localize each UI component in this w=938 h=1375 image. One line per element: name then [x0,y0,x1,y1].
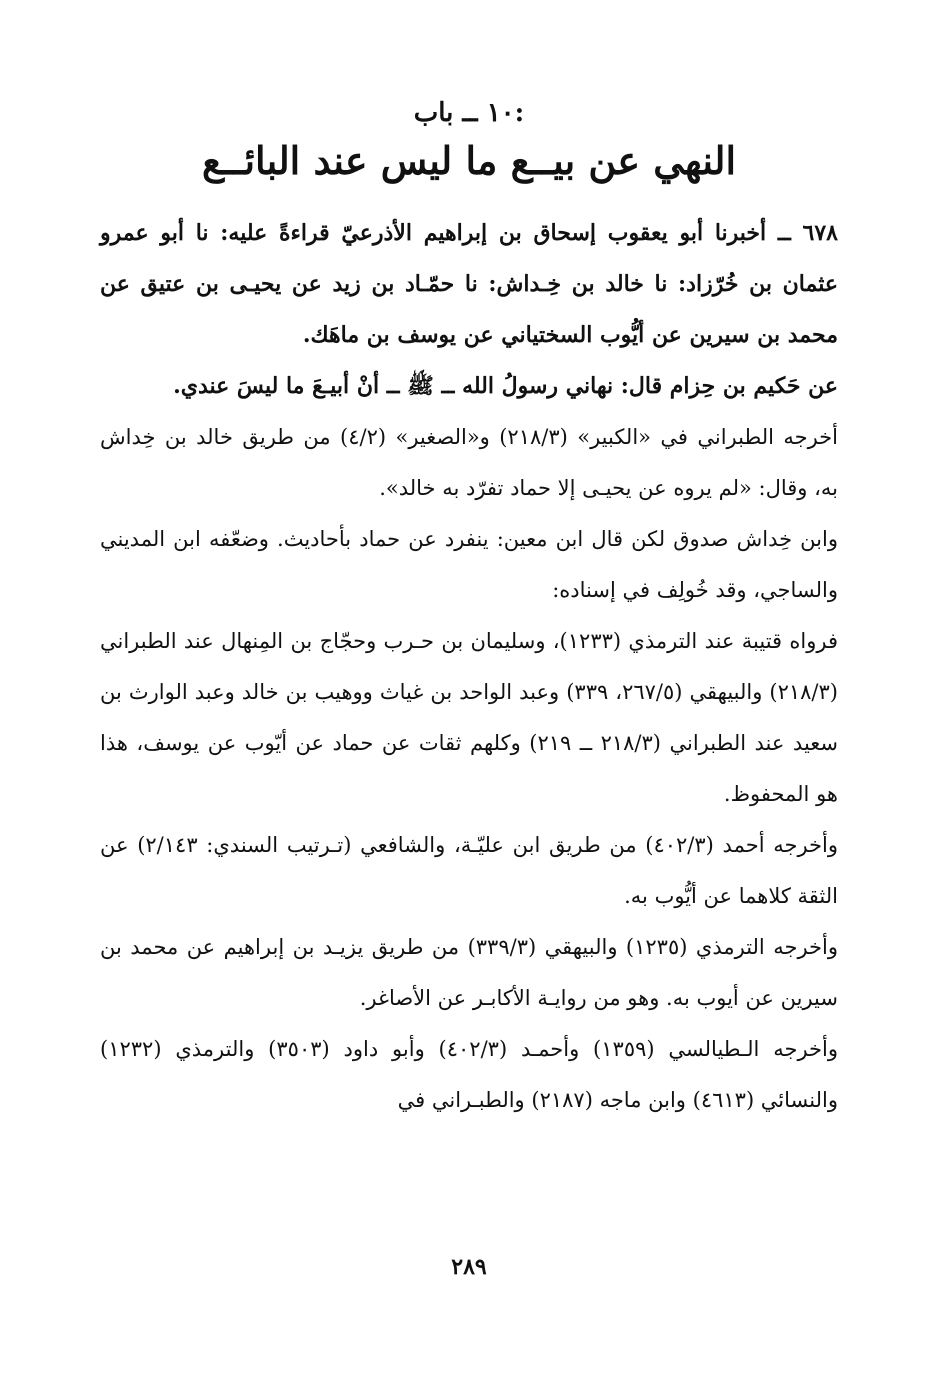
hadith-matn: عن حَكيم بن حِزام قال: نهاني رسولُ الله ــ ﷺ ــ أنْ أبيـعَ ما ليسَ عندي. [173,373,838,399]
hadith-isnad: ٦٧٨ ــ أخبرنا أبو يعقوب إسحاق بن إبراهيم الأذرعيّ قراءةً عليه: نا أبو عمرو عثمان بن خُرّزاد: نا خالد بن خِـداش: نا حمّـاد بن زيد عن يحيـى بن عتيق عن محمد بن سيرين عن أيُّوب السختياني عن يوسف بن ماهَك. [100,220,838,348]
takhrij-paragraph: أخرجه الطبراني في «الكبير» (٢١٨/٣) و«الصغير» (٤/٢) من طريق خالد بن خِداش به، وقال: «لم يروه عن يحيـى إلا حماد تفرّد به خالد». [100,425,838,500]
chapter-number: ١٠ ــ باب: [413,98,525,128]
chapter-title: النهي عن بيــع ما ليس عند البائــع [201,138,737,183]
takhrij-paragraph: وأخرجه الـطيالسي (١٣٥٩) وأحمـد (٤٠٢/٣) وأبو داود (٣٥٠٣) والترمذي (١٢٣٢) والنسائي (٤٦١٣) وابن ماجه (٢١٨٧) والطبـراني في [100,1037,839,1112]
takhrij-paragraph: وأخرجه أحمد (٤٠٢/٣) من طريق ابن عليّـة، والشافعي (تـرتيب السندي: ٢/١٤٣) عن الثقة كلاهما عن أيُّوب به. [100,833,839,908]
takhrij-paragraph: وابن خِداش صدوق لكن قال ابن معين: ينفرد عن حماد بأحاديث. وضعّفه ابن المديني والساجي، وقد خُولِف في إسناده: [100,527,838,602]
takhrij-paragraph: وأخرجه الترمذي (١٢٣٥) والبيهقي (٣٣٩/٣) من طريق يزيـد بن إبراهيم عن محمد بن سيرين عن أيوب به. وهو من روايـة الأكابـر عن الأصاغر. [100,935,838,1010]
takhrij-paragraph: فرواه قتيبة عند الترمذي (١٢٣٣)، وسليمان بن حـرب وحجّاج بن المِنهال عند الطبراني (٢١٨/٣) والبيهقي (٢٦٧/٥، ٣٣٩) وعبد الواحد بن غياث ووهيب بن خالد وعبد الوارث بن سعيد عند الطبراني (٢١٨/٣ ــ ٢١٩) وكلهم ثقات عن حماد عن أيّوب عن يوسف، هذا هو المحفوظ. [100,629,839,806]
page-number: ٢٨٩ [451,1254,487,1280]
body-text [100,208,838,1126]
